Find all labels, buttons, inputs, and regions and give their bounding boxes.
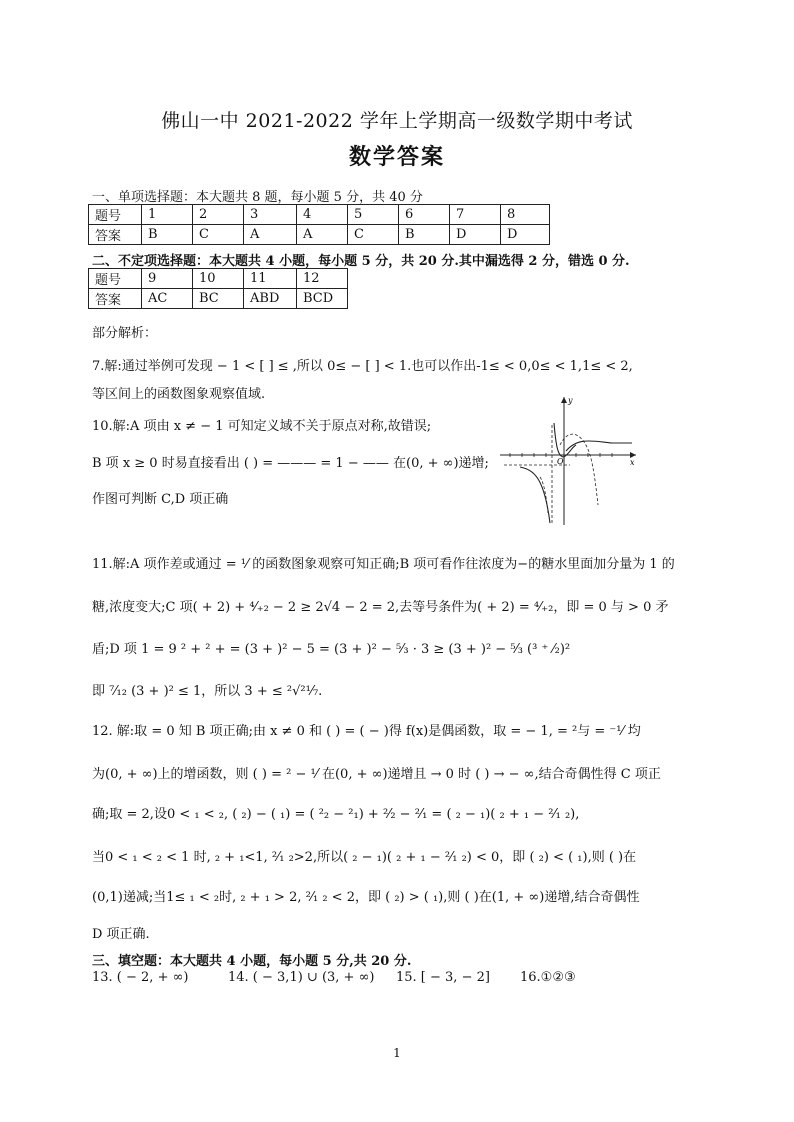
table-cell: 5 <box>348 205 399 225</box>
dashed-curve <box>560 434 598 505</box>
section1-answer-table <box>88 204 550 245</box>
q12-line2: 为(0, + ∞)上的增函数，则 ( ) = ² − ¹⁄ 在(0, + ∞)递增且 → 0 时 ( ) → − ∞,结合奇偶性得 C 项正 <box>92 767 661 782</box>
y-axis-label: y <box>568 396 573 405</box>
table-row <box>89 269 348 289</box>
q7-line2: 等区间上的函数图象观察值域. <box>92 387 266 402</box>
answer-15: 15. [ − 3, − 2] <box>396 970 490 985</box>
q11-line1: 11.解:A 项作差或通过 = ¹⁄ 的函数图象观察可知正确;B 项可看作往浓度为−的糖水里面加分量为 1 的 <box>92 557 675 572</box>
q11-line4: 即 ⁷⁄₁₂ (3 + )² ≤ 1，所以 3 + ≤ ²√²¹⁄₇. <box>92 684 323 699</box>
table-cell: 3 <box>244 205 297 225</box>
y-axis-arrow-icon <box>561 397 567 403</box>
curve-middle-branch <box>554 423 576 457</box>
table-row <box>89 205 550 225</box>
dashed-curve-left <box>540 477 548 513</box>
fill-blank-answers <box>92 970 576 985</box>
table-cell: A <box>244 225 297 245</box>
table-cell: 10 <box>193 269 244 289</box>
table-cell: 8 <box>501 205 550 225</box>
q11-line3: 盾;D 项 1 = 9 ² + ² + = (3 + )² − 5 = (3 + )² − ⁵⁄₃ · 3 ≥ (3 + )² − ⁵⁄₃ (³ ⁺ ⁄₂)² <box>92 642 571 657</box>
table-cell: B <box>399 225 450 245</box>
q12-line1: 12. 解:取 = 0 知 B 项正确;由 x ≠ 0 和 ( ) = ( − )得 f(x)是偶函数，取 = − 1, = ²与 = ⁻¹⁄ 均 <box>92 724 641 739</box>
table-cell: ABD <box>244 289 297 309</box>
section1-heading: 一、单项选择题：本大题共 8 题，每小题 5 分，共 40 分 <box>92 190 423 205</box>
table-cell: BC <box>193 289 244 309</box>
q12-line3: 确;取 = 2,设0 < ₁ < ₂, ( ₂) − ( ₁) = ( ²₂ − ²₁) + ²⁄₂ − ²⁄₁ = ( ₂ − ₁)( ₂ + ₁ − ²⁄₁ ₂), <box>92 807 580 822</box>
table-cell: 2 <box>193 205 244 225</box>
section3-heading: 三、填空题：本大题共 4 小题，每小题 5 分,共 20 分. <box>92 954 412 969</box>
q12-line4: 当0 < ₁ < ₂ < 1 时, ₂ + ₁<1, ²⁄₁ ₂>2,所以( ₂ − ₁)( ₂ + ₁ − ²⁄₁ ₂) < 0，即 ( ₂) < ( ₁),则 ( )在 <box>92 850 637 865</box>
x-axis-label: x <box>630 458 635 467</box>
table-cell: 11 <box>244 269 297 289</box>
section2-answer-table <box>88 268 348 309</box>
table-cell: 1 <box>142 205 193 225</box>
partial-analysis-label: 部分解析： <box>92 326 158 341</box>
table-cell: C <box>193 225 244 245</box>
q10-line3: 作图可判断 C,D 项正确 <box>92 492 229 507</box>
table-cell: D <box>501 225 550 245</box>
origin-label: O <box>557 457 564 466</box>
curve-right-branch <box>566 441 632 451</box>
row-label-number: 题号 <box>89 205 142 225</box>
table-cell: 7 <box>450 205 501 225</box>
page-subtitle: 数学答案 <box>348 145 445 170</box>
row-label-answer: 答案 <box>89 289 142 309</box>
table-cell: 12 <box>297 269 348 289</box>
table-cell: 4 <box>297 205 348 225</box>
answer-16: 16.①②③ <box>520 970 576 985</box>
table-cell: 9 <box>142 269 193 289</box>
table-row <box>89 225 550 245</box>
page-number: 1 <box>393 1046 401 1060</box>
q10-line1: 10.解:A 项由 x ≠ − 1 可知定义域不关于原点对称,故错误; <box>92 419 432 434</box>
row-label-answer: 答案 <box>89 225 142 245</box>
table-cell: AC <box>142 289 193 309</box>
q12-line5: (0,1)递减;当1≤ ₁ < ₂时, ₂ + ₁ > 2, ²⁄₁ ₂ < 2，即 ( ₂) > ( ₁),则 ( )在(1, + ∞)递增,结合奇偶性 <box>92 890 640 905</box>
table-cell: B <box>142 225 193 245</box>
q7-line1: 7.解:通过举例可发现 − 1 < [ ] ≤ ,所以 0≤ − [ ] < 1.也可以作出-1≤ < 0,0≤ < 1,1≤ < 2, <box>92 359 633 374</box>
page-title: 佛山一中 2021-2022 学年上学期高一级数学期中考试 <box>161 110 633 132</box>
table-cell: A <box>297 225 348 245</box>
section2-heading: 二、不定项选择题：本大题共 4 小题，每小题 5 分，共 20 分.其中漏选得 2 分，错选 0 分. <box>92 254 630 269</box>
answer-14: 14. ( − 3,1) ∪ (3, + ∞) <box>228 970 375 985</box>
table-row <box>89 289 348 309</box>
q11-line2: 糖,浓度变大;C 项( + 2) + ⁴⁄₊₂ − 2 ≥ 2√4 − 2 = 2,去等号条件为( + 2) = ⁴⁄₊₂，即 = 0 与 > 0 矛 <box>92 600 669 615</box>
function-graph <box>500 395 640 527</box>
row-label-number: 题号 <box>89 269 142 289</box>
table-cell: C <box>348 225 399 245</box>
table-cell: BCD <box>297 289 348 309</box>
table-cell: D <box>450 225 501 245</box>
q12-line6: D 项正确. <box>92 927 150 942</box>
table-cell: 6 <box>399 205 450 225</box>
q10-line2: B 项 x ≥ 0 时易直接看出 ( ) = ——— = 1 − —— 在(0, + ∞)递增; <box>92 456 489 471</box>
curve-left-branch <box>520 467 550 523</box>
answer-13: 13. ( − 2, + ∞) <box>92 970 189 985</box>
